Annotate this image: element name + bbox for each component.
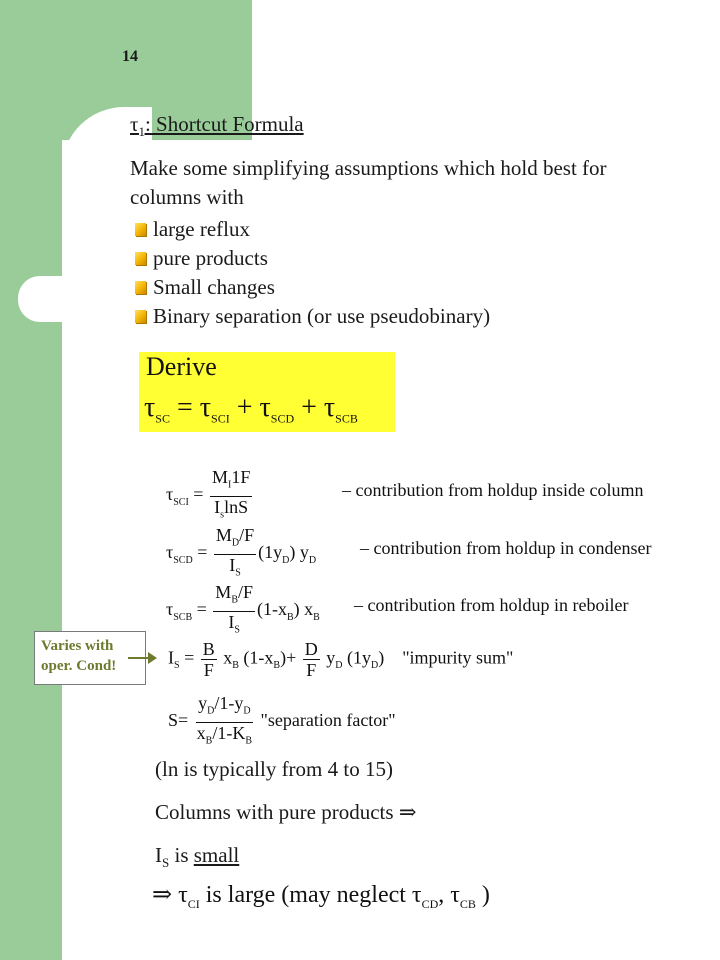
- page-number: 14: [122, 48, 138, 65]
- subscript-scd: SCD: [270, 411, 295, 426]
- subscript: CB: [459, 896, 476, 911]
- symbol: (1-x: [243, 647, 274, 668]
- symbol: x: [223, 647, 233, 668]
- symbol: M: [215, 582, 232, 602]
- subscript: D: [335, 660, 343, 672]
- fraction-numerator: [214, 525, 256, 555]
- plus-sign: +: [229, 392, 260, 423]
- symbol: /F: [237, 582, 253, 602]
- equation-impurity-sum: $I_S$ = $\frac{B}{F}$ $x_B$ $(1-x_B)+$ $\frac{D}{F}$ $y_D$ $(1y_D)$ "impurity sum": [168, 639, 514, 680]
- subscript: B: [231, 594, 238, 606]
- subscript: D: [243, 705, 251, 717]
- tau-symbol: τ: [411, 882, 422, 908]
- tau-symbol: τ: [166, 484, 174, 505]
- sidebar-green-bar: [0, 0, 62, 960]
- symbol: 1F: [231, 467, 251, 487]
- square-bullet-icon: [135, 281, 146, 294]
- symbol: lnS: [224, 496, 249, 517]
- subscript: B: [287, 611, 294, 623]
- fraction-denominator: F: [203, 660, 214, 680]
- subscript: D: [370, 660, 379, 672]
- symbol: /1-y: [214, 693, 244, 713]
- equation-tau-scb: $\tau_{SCB}$ = $\frac{M_B/F}{I_S}$ $(1-x_B)$ $x_B$: [166, 582, 320, 640]
- tau-symbol: τ: [323, 392, 336, 423]
- arrow-right-icon: [148, 652, 157, 664]
- symbol: y: [326, 647, 336, 668]
- subscript-scb: SCB: [335, 411, 358, 426]
- symbol: I: [155, 843, 162, 867]
- subscript: s: [220, 509, 225, 521]
- list-item: [135, 302, 490, 331]
- equation-label: "separation factor": [260, 710, 396, 731]
- equation-separation-factor: [168, 693, 396, 751]
- equation-subscript: SCI: [173, 496, 189, 508]
- symbol: S=: [168, 710, 189, 731]
- symbol: I: [168, 647, 174, 668]
- list-item-label: Binary separation (or use pseudobinary): [153, 304, 491, 328]
- symbol: I: [214, 496, 221, 517]
- list-item: [135, 273, 490, 302]
- subscript: CI: [187, 896, 200, 911]
- fraction-denominator: [212, 497, 250, 526]
- equation-tau-sci: $\tau_{SCI}$ = $\frac{M_I1F}{I_s\ln S}$: [166, 467, 254, 525]
- tau-symbol: τ: [450, 882, 460, 908]
- symbol: )+: [280, 647, 297, 668]
- symbol: I: [229, 554, 236, 575]
- subscript: S: [174, 660, 180, 672]
- subscript-sci: SCI: [211, 411, 230, 426]
- equation-subscript: SCB: [173, 611, 193, 623]
- sidebar-tab-notch: [18, 276, 78, 322]
- list-item-label: Small changes: [153, 275, 275, 299]
- ln-range-note: (ln is typically from 4 to 15): [155, 757, 393, 781]
- list-item-label: large reflux: [153, 217, 250, 241]
- symbol: ) x: [293, 599, 314, 620]
- title-text: : Shortcut Formula: [144, 112, 304, 136]
- tau-symbol: τ: [178, 882, 188, 908]
- tau-symbol: τ: [259, 392, 271, 423]
- fraction-numerator: [213, 582, 255, 612]
- fraction: [201, 639, 217, 680]
- subscript: S: [234, 624, 240, 636]
- tau-symbol: τ: [199, 392, 212, 423]
- fraction-numerator: B: [202, 639, 215, 659]
- list-item: [135, 215, 490, 244]
- subscript: B: [245, 735, 253, 747]
- fraction-numerator: [210, 467, 252, 497]
- fraction: [213, 582, 255, 640]
- equation-tau-scd: $\tau_{SCD}$ = $\frac{M_D/F}{I_S}$ $(1y_D)$ $y_D$: [166, 525, 316, 583]
- square-bullet-icon: [135, 310, 146, 323]
- derive-equation: [144, 392, 358, 427]
- fraction-denominator: [195, 723, 254, 752]
- derive-label: Derive: [146, 352, 217, 381]
- fraction-numerator: D: [304, 639, 318, 659]
- symbol: (1y: [258, 542, 283, 563]
- text: is: [169, 843, 194, 867]
- subscript-sc: SC: [155, 411, 170, 426]
- symbol: ) y: [289, 542, 309, 563]
- symbol: /1-K: [212, 722, 246, 743]
- underlined-word: small: [193, 843, 240, 867]
- subscript: S: [235, 567, 241, 579]
- implies-arrow-icon: ⇒: [152, 882, 173, 908]
- slide-title: [130, 112, 304, 140]
- list-item-label: pure products: [153, 246, 268, 270]
- subscript: B: [232, 660, 239, 672]
- fraction-numerator: [196, 693, 252, 723]
- conclusion-equation: [152, 880, 490, 912]
- square-bullet-icon: [135, 223, 146, 236]
- subscript: D: [282, 554, 290, 566]
- symbol: M: [215, 525, 232, 545]
- subscript: B: [313, 611, 320, 623]
- fraction: [195, 693, 254, 751]
- intro-paragraph: Make some simplifying assumptions which hold best for columns with: [130, 156, 607, 209]
- tau-symbol: τ: [166, 599, 174, 620]
- pure-products-line: Columns with pure products ⇒: [155, 800, 417, 824]
- symbol: I: [228, 611, 235, 632]
- subscript: I: [227, 479, 232, 491]
- title-tau-subscript: 1: [138, 124, 145, 140]
- list-item: [135, 244, 490, 273]
- equation-subscript: SCD: [173, 554, 193, 566]
- impurity-small-line: [155, 843, 239, 871]
- tau-symbol: τ: [144, 392, 156, 423]
- fraction-denominator: F: [306, 660, 317, 680]
- note-line-2: oper. Cond!: [41, 658, 117, 674]
- square-bullet-icon: [135, 252, 146, 265]
- subscript: D: [231, 537, 240, 549]
- subscript: D: [207, 705, 215, 717]
- arrow-shaft: [128, 657, 150, 659]
- symbol: /F: [239, 525, 255, 545]
- subscript: B: [205, 735, 213, 747]
- contribution-note-reboiler: – contribution from holdup in reboiler: [354, 595, 629, 615]
- text: ): [475, 882, 490, 908]
- fraction-denominator: [227, 555, 243, 584]
- contribution-note-column: – contribution from holdup inside column: [342, 480, 644, 500]
- fraction: [210, 467, 252, 525]
- symbol: ): [378, 647, 385, 668]
- equals-sign: =: [169, 392, 200, 423]
- subscript: CD: [421, 896, 439, 911]
- equation-label: "impurity sum": [402, 647, 514, 668]
- subscript: S: [162, 855, 170, 871]
- subscript: D: [308, 554, 317, 566]
- symbol: M: [211, 467, 228, 487]
- fraction-denominator: [226, 612, 242, 641]
- tau-symbol: τ: [166, 542, 174, 563]
- contribution-note-condenser: – contribution from holdup in condenser: [360, 538, 652, 558]
- note-line-1: Varies with: [41, 638, 114, 654]
- text: is large (may neglect: [199, 882, 412, 908]
- symbol: (1y: [346, 647, 371, 668]
- text: ,: [438, 882, 451, 908]
- fraction: [214, 525, 256, 583]
- fraction: [303, 639, 320, 680]
- subscript: B: [273, 660, 281, 672]
- symbol: (1-x: [257, 599, 287, 620]
- symbol: x: [196, 722, 206, 743]
- title-tau-symbol: τ: [130, 112, 139, 136]
- symbol: y: [198, 693, 208, 713]
- plus-sign: +: [294, 392, 324, 423]
- assumption-list: [135, 215, 490, 331]
